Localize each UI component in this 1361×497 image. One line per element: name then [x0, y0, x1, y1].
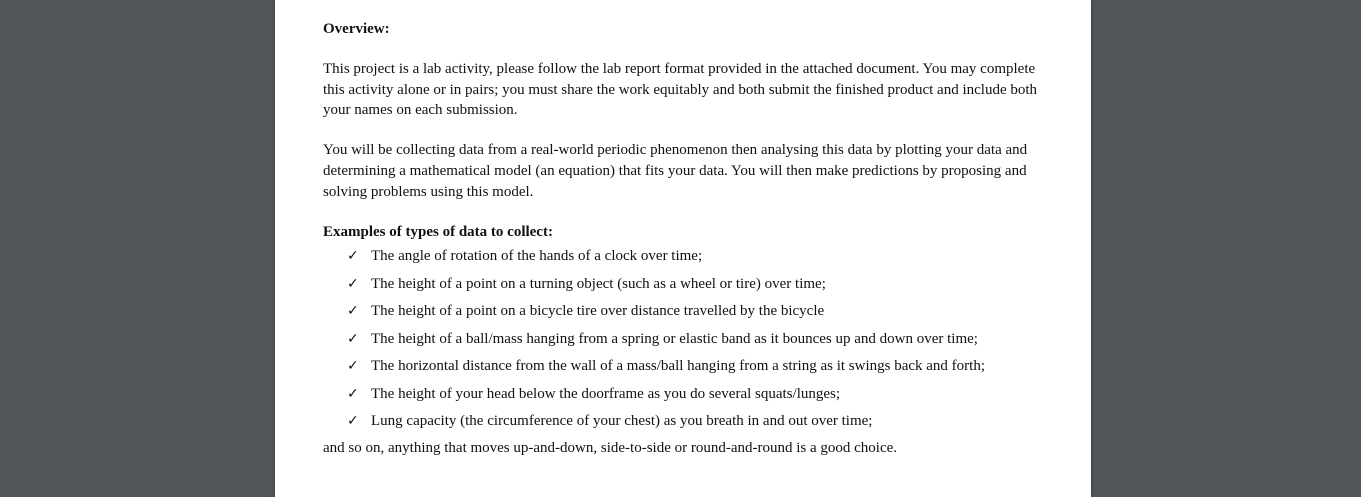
checkmark-icon: ✓: [347, 303, 359, 320]
page-content: [323, 19, 1053, 459]
document-page: [275, 0, 1091, 497]
list-item: [323, 274, 1053, 302]
checkmark-icon: ✓: [347, 275, 359, 292]
overview-heading: Overview:: [323, 21, 390, 37]
list-item-text: The horizontal distance from the wall of a mass/ball hanging from a string as it swings back and forth;: [371, 358, 986, 375]
examples-list: [323, 246, 1053, 439]
list-item-text: The height of your head below the doorframe as you do several squats/lunges;: [371, 385, 841, 402]
checkmark-icon: ✓: [347, 248, 359, 265]
list-item: [323, 384, 1053, 412]
list-item: [323, 411, 1053, 439]
list-item: [323, 246, 1053, 274]
closing-paragraph: and so on, anything that moves up-and-down, side-to-side or round-and-round is a good choice.: [323, 439, 898, 456]
checkmark-icon: ✓: [347, 413, 359, 430]
examples-heading: Examples of types of data to collect:: [323, 223, 553, 240]
list-item-text: The height of a point on a turning object (such as a wheel or tire) over time;: [371, 275, 826, 292]
list-item: [323, 301, 1053, 329]
method-paragraph: You will be collecting data from a real-world periodic phenomenon then analysing this data by plotting your data and determining a mathematical model (an equation) that fits your data. You will then make predictions by proposing and solving problems using this model.: [323, 142, 1028, 200]
list-item-text: Lung capacity (the circumference of your chest) as you breath in and out over time;: [371, 413, 873, 430]
checkmark-icon: ✓: [347, 330, 359, 347]
checkmark-icon: ✓: [347, 358, 359, 375]
list-item-text: The angle of rotation of the hands of a clock over time;: [371, 248, 703, 265]
intro-paragraph: This project is a lab activity, please follow the lab report format provided in the attached document. You may complete this activity alone or in pairs; you must share the work equitably and both submit the finished product and include both your names on each submission.: [323, 60, 1038, 119]
checkmark-icon: ✓: [347, 385, 359, 402]
list-item: [323, 356, 1053, 384]
list-item-text: The height of a ball/mass hanging from a spring or elastic band as it bounces up and down over time;: [371, 330, 978, 347]
list-item-text: The height of a point on a bicycle tire over distance travelled by the bicycle: [371, 303, 825, 320]
list-item: [323, 329, 1053, 357]
